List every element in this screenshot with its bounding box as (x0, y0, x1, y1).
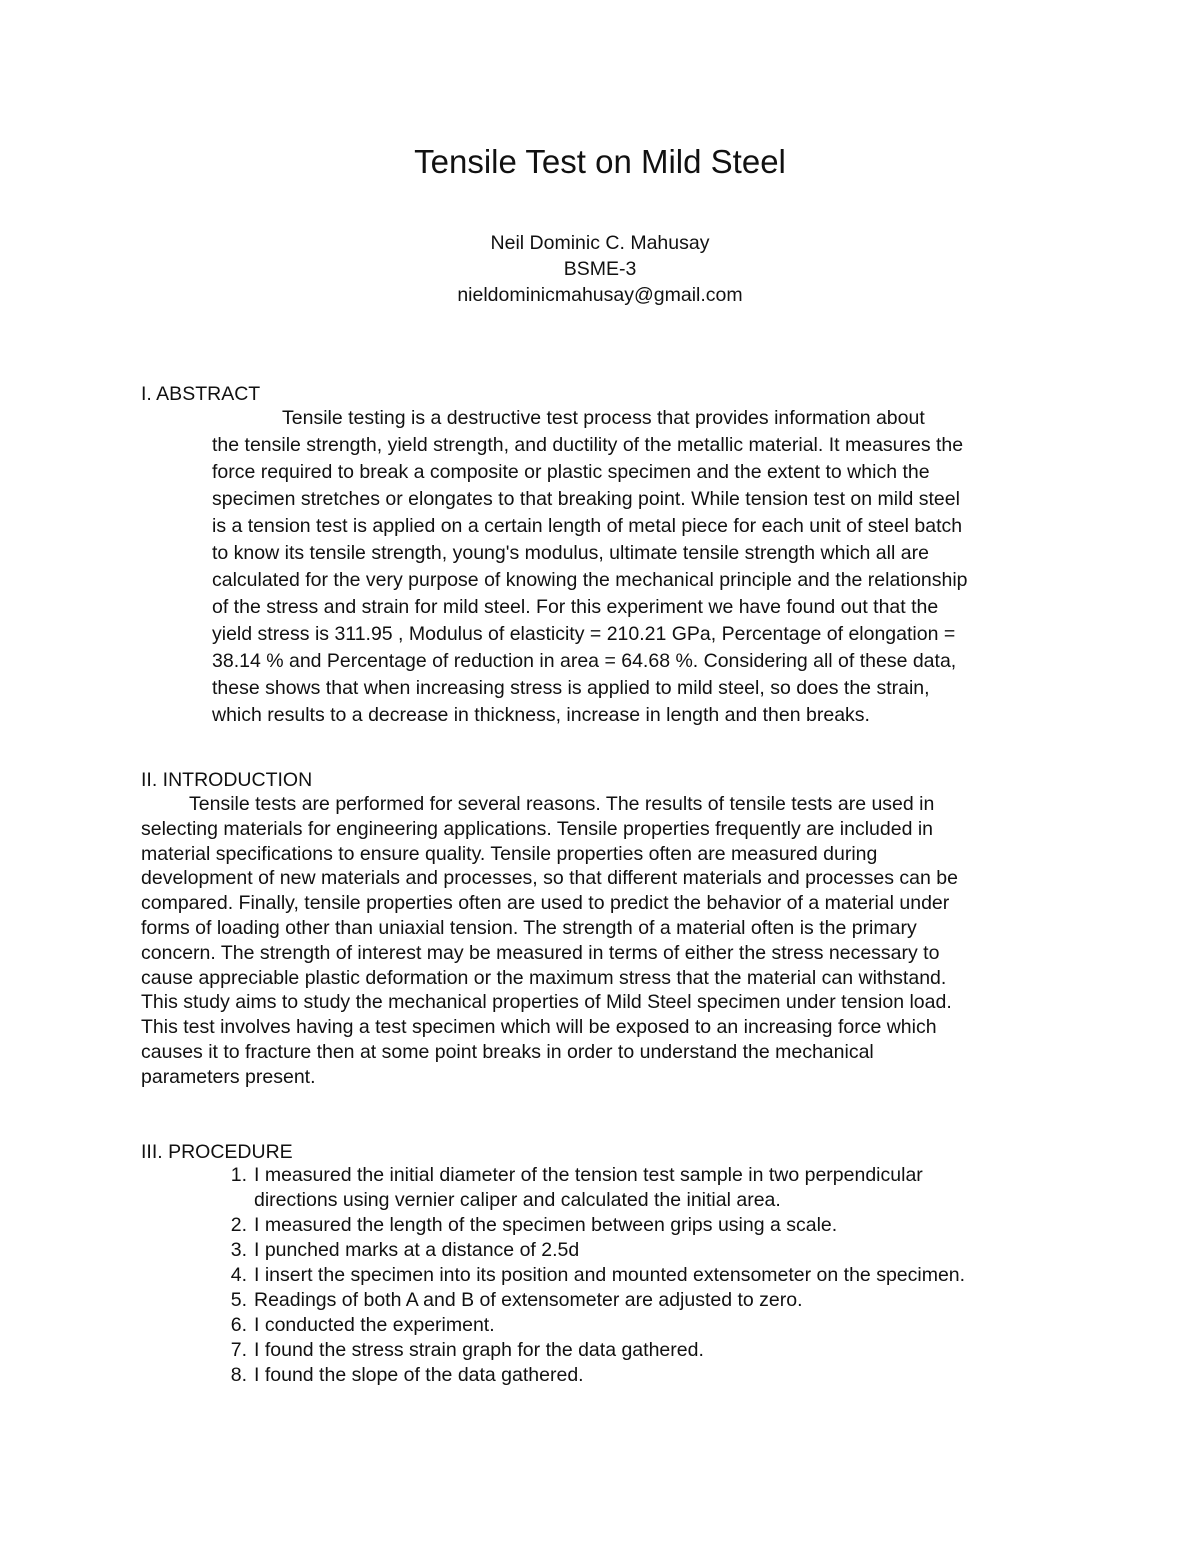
introduction-line: cause appreciable plastic deformation or the maximum stress that the material can withstand. (141, 966, 947, 989)
introduction-line: compared. Finally, tensile properties often are used to predict the behavior of a material under (141, 892, 950, 915)
introduction-line: This study aims to study the mechanical properties of Mild Steel specimen under tension load. (141, 991, 952, 1014)
list-item-text: Readings of both A and B of extensometer are adjusted to zero. (254, 1289, 803, 1311)
abstract-line: force required to break a composite or plastic specimen and the extent to which the (212, 461, 930, 483)
author-email: nieldominicmahusay@gmail.com (457, 284, 743, 306)
list-item-text: I insert the specimen into its position and mounted extensometer on the specimen. (254, 1264, 966, 1286)
list-item-number: 6. (230, 1314, 247, 1336)
abstract-line: Tensile testing is a destructive test process that provides information about (282, 407, 925, 429)
abstract-heading: I. ABSTRACT (141, 383, 261, 405)
introduction-line: This test involves having a test specimen which will be exposed to an increasing force which (141, 1016, 937, 1039)
list-item (141, 1313, 1061, 1338)
list-item-number: 4. (230, 1264, 247, 1286)
procedure-heading: III. PROCEDURE (141, 1141, 293, 1163)
abstract-line: 38.14 % and Percentage of reduction in area = 64.68 %. Considering all of these data, (212, 650, 957, 672)
list-item-number: 1. (230, 1164, 247, 1186)
introduction-heading: II. INTRODUCTION (141, 769, 313, 791)
abstract-line: yield stress is 311.95 , Modulus of elasticity = 210.21 GPa, Percentage of elongation = (212, 623, 956, 645)
introduction-line: causes it to fracture then at some point breaks in order to understand the mechanical (141, 1040, 874, 1063)
introduction-body (141, 792, 1061, 1090)
document-title: Tensile Test on Mild Steel (414, 143, 786, 180)
introduction-line: forms of loading other than uniaxial tension. The strength of a material often is the primary (141, 916, 917, 939)
list-item (141, 1338, 1061, 1363)
introduction-line: Tensile tests are performed for several reasons. The results of tensile tests are used in (189, 793, 935, 815)
list-item-text: I found the stress strain graph for the data gathered. (254, 1339, 704, 1361)
list-item-text: I found the slope of the data gathered. (254, 1364, 584, 1386)
list-item (141, 1238, 1061, 1263)
author-block (0, 230, 1200, 308)
abstract-line: of the stress and strain for mild steel. For this experiment we have found out that the (212, 596, 939, 618)
list-item-number: 5. (230, 1289, 247, 1311)
introduction-line: selecting materials for engineering applications. Tensile properties frequently are included in (141, 817, 934, 840)
list-item (141, 1363, 1061, 1388)
introduction-line: concern. The strength of interest may be measured in terms of either the stress necessary to (141, 941, 940, 964)
author-program: BSME-3 (563, 258, 637, 280)
introduction-line: development of new materials and processes, so that different materials and processes can be (141, 867, 958, 890)
list-item (141, 1288, 1061, 1313)
abstract-line: the tensile strength, yield strength, and ductility of the metallic material. It measures the (212, 434, 964, 456)
list-item-number: 8. (230, 1364, 247, 1386)
list-item-text: directions using vernier caliper and calculated the initial area. (254, 1189, 781, 1211)
list-item-number: 2. (230, 1214, 247, 1236)
abstract-line: these shows that when increasing stress is applied to mild steel, so does the strain, (212, 677, 930, 699)
list-item (141, 1263, 1061, 1288)
list-item-text: I punched marks at a distance of 2.5d (254, 1239, 580, 1261)
abstract-line: specimen stretches or elongates to that breaking point. While tension test on mild steel (212, 488, 960, 510)
introduction-line: parameters present. (141, 1065, 316, 1088)
abstract-line: calculated for the very purpose of knowing the mechanical principle and the relationship (212, 569, 968, 591)
author-name: Neil Dominic C. Mahusay (490, 232, 710, 254)
list-item-number: 3. (230, 1239, 247, 1261)
list-item-text: I conducted the experiment. (254, 1314, 495, 1336)
list-item-text: I measured the initial diameter of the tension test sample in two perpendicular (254, 1164, 923, 1186)
list-item (141, 1163, 1061, 1213)
introduction-line: material specifications to ensure quality. Tensile properties often are measured during (141, 842, 878, 865)
abstract-line: is a tension test is applied on a certain length of metal piece for each unit of steel batch (212, 515, 963, 537)
list-item-text: I measured the length of the specimen between grips using a scale. (254, 1214, 838, 1236)
abstract-line: which results to a decrease in thickness, increase in length and then breaks. (212, 704, 870, 726)
list-item-number: 7. (230, 1339, 247, 1361)
list-item (141, 1213, 1061, 1238)
abstract-line: to know its tensile strength, young's modulus, ultimate tensile strength which all are (212, 542, 929, 564)
abstract-body (212, 405, 1062, 729)
procedure-list (141, 1163, 1061, 1388)
